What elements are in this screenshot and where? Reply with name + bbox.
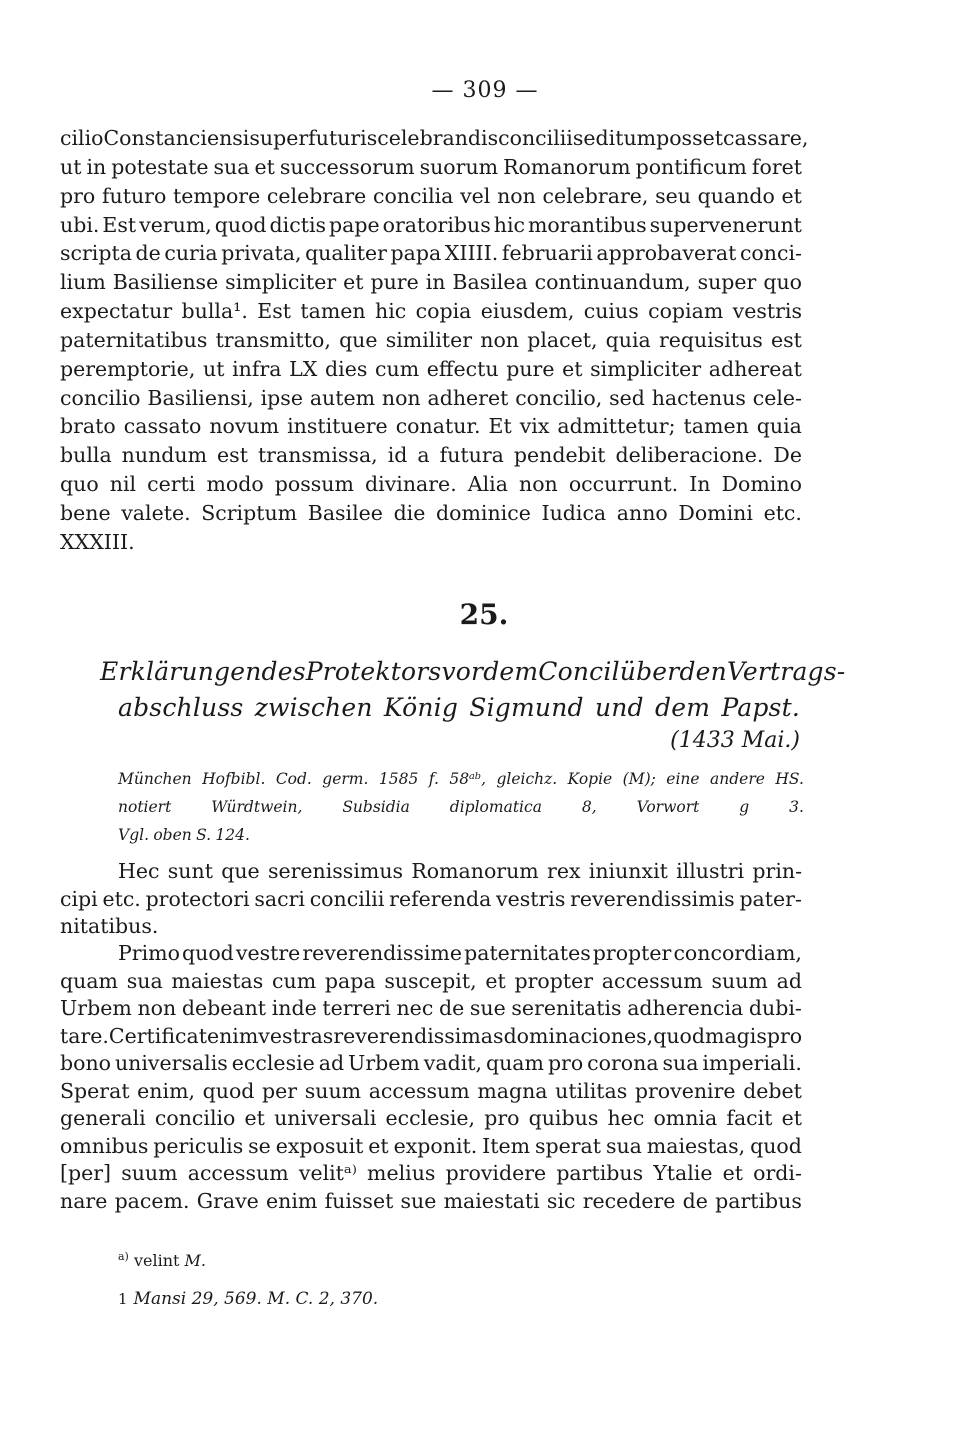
page-number: — 309 — [431, 78, 539, 103]
text-line: Urbem non debeant inde terreri nec de sue serenitatis adherencia dubi- [60, 996, 802, 1020]
paragraph-continued [60, 124, 809, 557]
document-date: (1433 Mai.) [670, 728, 800, 753]
footnote-1-number: 1 [118, 1290, 128, 1308]
text-line: omnibus periculis se exposuit et exponit. Item sperat sua maiestas, quod [60, 1133, 802, 1158]
text-line: ubi. Est verum, quod dictis pape oratoribus hic morantibus supervenerunt [60, 212, 802, 237]
document-title [100, 654, 846, 726]
footnote-a-source: M. [184, 1251, 206, 1270]
text-line: tare. Certificat enim vestras reverendissimas dominaciones, quod magis pro [60, 1023, 803, 1048]
text-line: nitatibus. [60, 914, 159, 938]
text-line: pro futuro tempore celebrare concilia vel non celebrare, seu quando et [60, 183, 802, 208]
text-line: bulla nundum est transmissa, id a futura pendebit deliberacione. De [60, 443, 802, 468]
text-line: paternitatibus transmitto, que similiter non placet, quia requisitus est [60, 327, 802, 352]
text-line: concilio Basiliensi, ipse autem non adheret concilio, sed hactenus cele- [60, 385, 802, 410]
text-line: lium Basiliense simpliciter et pure in Basilea continuandum, super quo [60, 270, 802, 295]
text-line: quo nil certi modo possum divinare. Alia non occurrunt. In Domino [60, 472, 802, 497]
text-line: cipi etc. protectori sacri concilii referenda vestris reverendissimis pater- [60, 886, 802, 911]
footnote-a-mark: a) [118, 1250, 129, 1263]
text-line: bono universalis ecclesie ad Urbem vadit, quam pro corona sua imperiali. [60, 1051, 802, 1075]
footnote-1-text: Mansi 29, 569. M. C. 2, 370. [133, 1289, 379, 1309]
text-line: Vgl. oben S. 124. [118, 826, 250, 844]
source-note [118, 765, 804, 849]
footnote-1 [118, 1284, 378, 1314]
text-line: XXXIII. [60, 529, 135, 554]
text-line: bene valete. Scriptum Basilee die dominice Iudica anno Domini etc. [60, 500, 802, 525]
footnote-a [118, 1242, 718, 1272]
text-line: nare pacem. Grave enim fuisset sue maiestati sic recedere de partibus [60, 1188, 802, 1213]
text-line: [per] suum accessum velitᵃ⁾ melius providere partibus Ytalie et ordi- [60, 1161, 802, 1185]
text-line: quam sua maiestas cum papa suscepit, et propter accessum suum ad [60, 968, 802, 993]
text-line: expectatur bulla¹. Est tamen hic copia eiusdem, cuius copiam vestris [60, 299, 802, 324]
paragraph-intro [60, 858, 802, 941]
text-line: Hec sunt que serenissimus Romanorum rex iniunxit illustri prin- [118, 859, 802, 883]
text-line: Primo quod vestre reverendissime paternitates propter concordiam, [118, 941, 802, 965]
text-line: generali concilio et universali ecclesie, pro quibus hec omnia facit et [60, 1106, 802, 1130]
text-line: Erklärungen des Protektors vor dem Concil über den Vertrags- [100, 657, 846, 686]
text-line: München Hofbibl. Cod. germ. 1585 f. 58ᵃᵇ, gleichz. Kopie (M); eine andere HS. [118, 770, 804, 788]
text-line: scripta de curia privata, qualiter papa XIIII. februarii approbaverat conci- [60, 241, 802, 266]
text-line: peremptorie, ut infra LX dies cum effectu pure et simpliciter adhereat [60, 356, 802, 381]
text-line: brato cassato novum instituere conatur. Et vix admittetur; tamen quia [60, 414, 802, 439]
text-line: ut in potestate sua et successorum suorum Romanorum pontificum foret [60, 154, 802, 179]
footnote-a-text: velint [133, 1251, 180, 1270]
text-line: notiert Würdtwein, Subsidia diplomatica 8, Vorwort g 3. [118, 798, 804, 816]
text-line: cilio Constanciensi super futuris celebrandis conciliis editum posset cassare, [60, 126, 809, 150]
text-line: Sperat enim, quod per suum accessum magna utilitas provenire debet [60, 1078, 802, 1103]
document-number: 25. [459, 598, 509, 631]
paragraph-primo [60, 940, 802, 1215]
text-line: abschluss zwischen König Sigmund und dem Papst. [118, 693, 800, 722]
